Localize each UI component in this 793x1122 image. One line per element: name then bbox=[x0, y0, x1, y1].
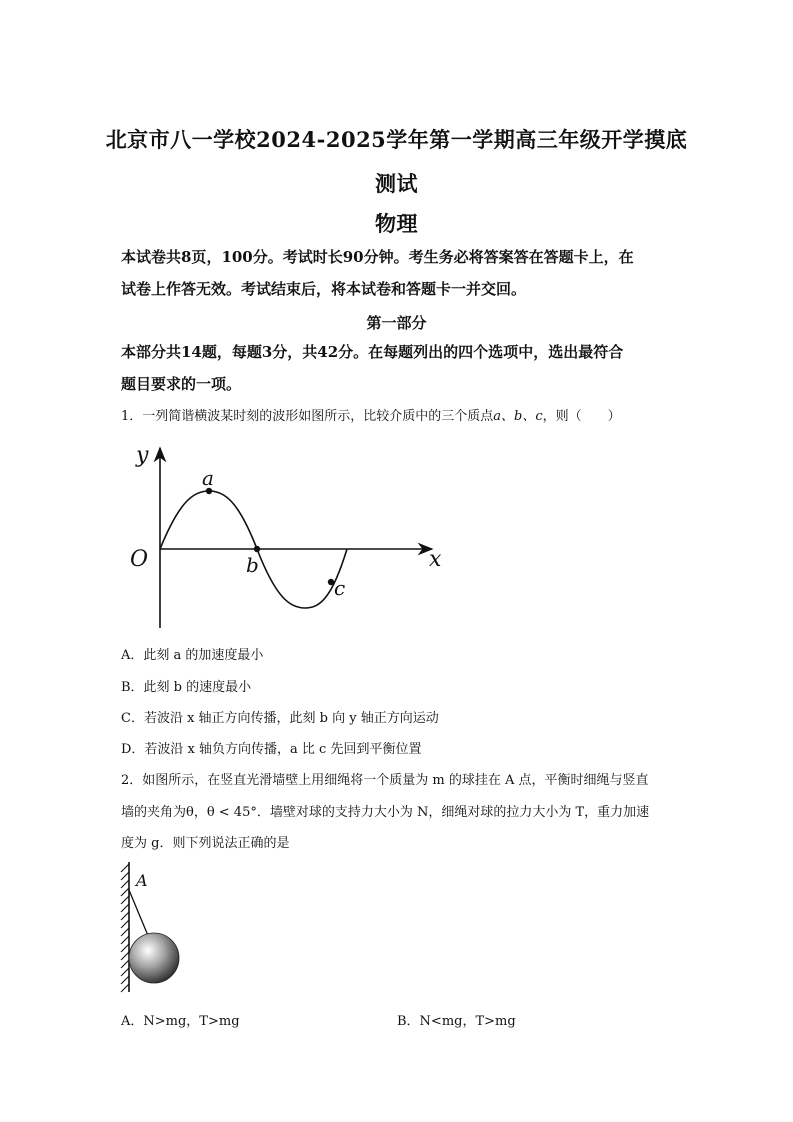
q2-stem-line2: 墙的夹角为θ，θ < 45°．墙壁对球的支持力大小为 N，细绳对球的拉力大小为 T，重力加速 bbox=[121, 805, 650, 820]
q1-stem bbox=[121, 405, 621, 424]
point-c-label: c bbox=[334, 576, 346, 600]
q1-option-a: A．此刻 a 的加速度最小 bbox=[121, 648, 264, 663]
q1-stem-vars: a、b、c bbox=[493, 409, 543, 424]
q1-option-c: C．若波沿 x 轴正方向传播，此刻 b 向 y 轴正方向运动 bbox=[121, 711, 439, 726]
instructions-line1: 本试卷共8页，100分。考试时长90分钟。考生务必将答案答在答题卡上，在 bbox=[121, 248, 634, 266]
y-axis-label: y bbox=[136, 443, 149, 468]
point-b-dot bbox=[254, 546, 260, 552]
part1-desc-line2: 题目要求的一项。 bbox=[121, 375, 242, 393]
origin-label: O bbox=[130, 547, 149, 572]
subject-title: 物理 bbox=[375, 211, 418, 236]
x-axis-label: x bbox=[429, 547, 442, 572]
q2-wall-ball-figure bbox=[115, 860, 195, 995]
rope-line bbox=[129, 890, 149, 938]
ball bbox=[129, 933, 179, 983]
q1-stem-suffix: ，则（ ） bbox=[542, 409, 621, 424]
q2-option-a: A．N>mg，T>mg bbox=[121, 1014, 240, 1029]
q1-wave-figure bbox=[120, 440, 450, 635]
q1-option-d: D．若波沿 x 轴负方向传播，a 比 c 先回到平衡位置 bbox=[121, 742, 422, 757]
q2-stem-line3: 度为 g．则下列说法正确的是 bbox=[121, 836, 290, 851]
part1-title: 第一部分 bbox=[366, 314, 427, 332]
q1-option-b: B．此刻 b 的速度最小 bbox=[121, 680, 252, 695]
q2-option-b: B．N<mg，T>mg bbox=[397, 1014, 516, 1029]
wall-hatching bbox=[121, 864, 129, 992]
q1-stem-prefix: 1．一列简谐横波某时刻的波形如图所示，比较介质中的三个质点 bbox=[121, 409, 494, 424]
exam-title-line2: 测试 bbox=[375, 171, 418, 196]
point-b-label: b bbox=[246, 553, 259, 577]
q2-stem-line1: 2．如图所示，在竖直光滑墙壁上用细绳将一个质量为 m 的球挂在 A 点，平衡时细绳与竖直 bbox=[121, 773, 649, 788]
point-a-label-q2: A bbox=[136, 871, 148, 890]
instructions-line2: 试卷上作答无效。考试结束后，将本试卷和答题卡一并交回。 bbox=[121, 280, 527, 298]
exam-title-line1: 北京市八一学校2024-2025学年第一学期高三年级开学摸底 bbox=[105, 127, 688, 152]
point-a-label: a bbox=[202, 466, 214, 490]
part1-desc-line1: 本部分共14题，每题3分，共42分。在每题列出的四个选项中，选出最符合 bbox=[121, 343, 624, 361]
